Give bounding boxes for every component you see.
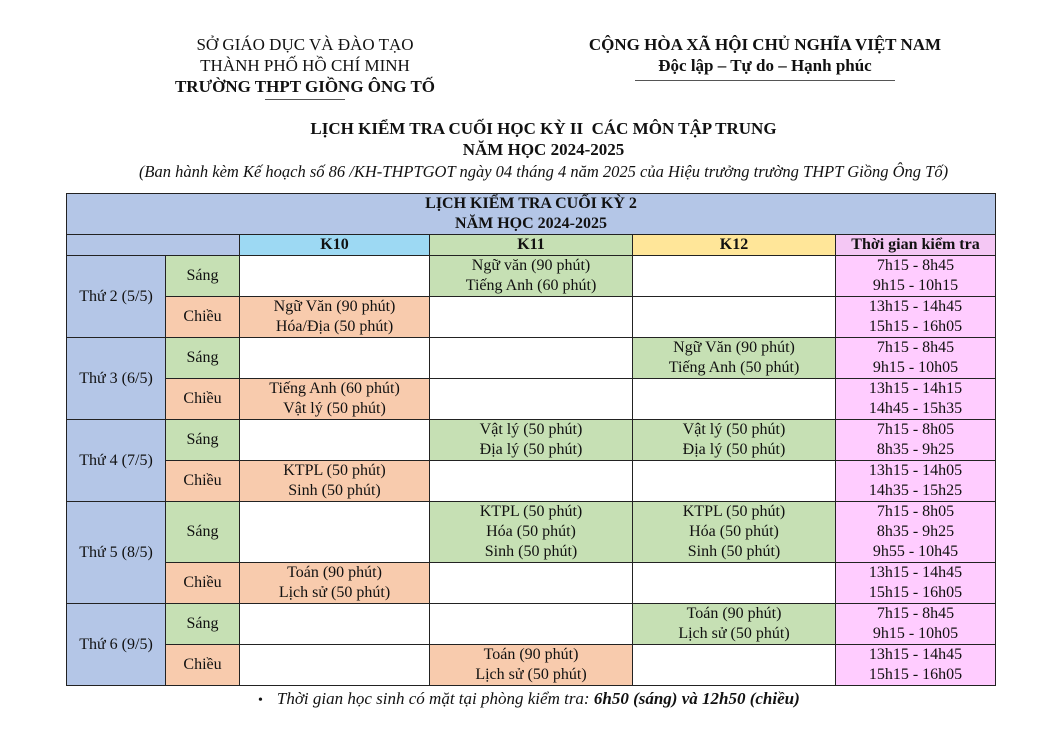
time-slot: 8h35 - 9h25	[876, 441, 955, 458]
subject-cell-k10	[240, 297, 430, 338]
time-slot: 8h35 - 9h25	[876, 523, 955, 540]
subject-entry: Toán (90 phút)	[686, 605, 782, 622]
subject-cell-k10	[240, 338, 430, 379]
document-title	[0, 118, 1062, 183]
time-slot: 13h15 - 14h05	[868, 462, 963, 479]
time-slot: 13h15 - 14h45	[868, 564, 963, 581]
note-bullet: •	[258, 693, 263, 708]
subject-cell-k10	[240, 420, 430, 461]
time-slot: 9h55 - 10h45	[872, 543, 959, 560]
subject-entry: Toán (90 phút)	[287, 564, 382, 581]
subject-cell-k12	[633, 604, 836, 645]
subject-cell-k12	[633, 379, 836, 420]
session-cell: Sáng	[166, 256, 240, 297]
subject-cell-k11	[430, 604, 633, 645]
subject-cell-k11	[430, 645, 633, 686]
time-slot: 9h15 - 10h05	[872, 625, 959, 642]
subject-entry: Lịch sử (50 phút)	[278, 584, 391, 601]
exam-schedule-table	[66, 193, 996, 686]
time-cell	[836, 338, 996, 379]
subject-cell-k12	[633, 338, 836, 379]
subject-cell-k11	[430, 297, 633, 338]
day-cell: Thứ 4 (7/5)	[67, 420, 166, 502]
time-cell	[836, 420, 996, 461]
subject-cell-k12	[633, 420, 836, 461]
subject-cell-k10	[240, 645, 430, 686]
schedule-row	[67, 379, 996, 420]
time-slot: 13h15 - 14h15	[868, 380, 963, 397]
time-cell	[836, 502, 996, 563]
column-header-time: Thời gian kiểm tra	[836, 235, 996, 256]
title-subtitle: (Ban hành kèm Kế hoạch số 86 /KH-THPTGOT ngày 04 tháng 4 năm 2025 của Hiệu trưởng trường THPT Giồng Ông Tố)	[138, 162, 949, 181]
subject-entry: Ngữ Văn (90 phút)	[273, 298, 396, 315]
time-cell	[836, 645, 996, 686]
time-slot: 15h15 - 16h05	[868, 666, 963, 683]
schedule-row	[67, 604, 996, 645]
time-slot: 15h15 - 16h05	[868, 584, 963, 601]
time-cell	[836, 256, 996, 297]
time-slot: 7h15 - 8h45	[876, 257, 955, 274]
time-slot: 14h35 - 15h25	[868, 482, 963, 499]
subject-entry: KTPL (50 phút)	[479, 503, 583, 520]
time-cell	[836, 379, 996, 420]
header-divider-right	[635, 80, 895, 81]
session-cell: Chiều	[166, 645, 240, 686]
time-slot: 7h15 - 8h05	[876, 421, 955, 438]
national-header	[555, 34, 975, 76]
subject-cell-k11	[430, 563, 633, 604]
subject-cell-k10	[240, 502, 430, 563]
subject-entry: Địa lý (50 phút)	[682, 441, 786, 458]
subject-entry: Toán (90 phút)	[483, 646, 579, 663]
subject-entry: Hóa (50 phút)	[486, 523, 576, 540]
subject-entry: Tiếng Anh (50 phút)	[668, 359, 800, 376]
subject-entry: Tiếng Anh (60 phút)	[269, 380, 400, 397]
title-line-1: LỊCH KIỂM TRA CUỐI HỌC KỲ II CÁC MÔN TẬP TRUNG	[310, 119, 777, 138]
schedule-row	[67, 338, 996, 379]
schedule-row	[67, 645, 996, 686]
subject-cell-k12	[633, 256, 836, 297]
country-name: CỘNG HÒA XÃ HỘI CHỦ NGHĨA VIỆT NAM	[588, 35, 942, 54]
session-cell: Chiều	[166, 461, 240, 502]
session-cell: Chiều	[166, 297, 240, 338]
schedule-row	[67, 461, 996, 502]
department-name: SỞ GIÁO DỤC VÀ ĐÀO TẠO	[196, 35, 414, 54]
subject-cell-k10	[240, 379, 430, 420]
header-divider-left	[265, 99, 345, 100]
subject-entry: Ngữ Văn (90 phút)	[673, 339, 795, 356]
subject-entry: Hóa (50 phút)	[689, 523, 779, 540]
national-motto: Độc lập – Tự do – Hạnh phúc	[658, 56, 872, 75]
schedule-row	[67, 256, 996, 297]
time-slot: 13h15 - 14h45	[868, 646, 963, 663]
subject-cell-k12	[633, 461, 836, 502]
time-slot: 7h15 - 8h45	[876, 605, 955, 622]
school-header	[150, 34, 460, 97]
subject-cell-k12	[633, 645, 836, 686]
day-cell: Thứ 2 (5/5)	[67, 256, 166, 338]
session-cell: Sáng	[166, 338, 240, 379]
title-line-2: NĂM HỌC 2024-2025	[462, 140, 625, 159]
subject-entry: Tiếng Anh (60 phút)	[465, 277, 597, 294]
subject-cell-k10	[240, 256, 430, 297]
city-name: THÀNH PHỐ HỒ CHÍ MINH	[200, 56, 410, 75]
session-cell: Sáng	[166, 420, 240, 461]
day-cell: Thứ 3 (6/5)	[67, 338, 166, 420]
note-text: Thời gian học sinh có mặt tại phòng kiểm tra:	[276, 689, 594, 708]
subject-cell-k11	[430, 256, 633, 297]
time-slot: 15h15 - 16h05	[868, 318, 963, 335]
time-slot: 9h15 - 10h15	[872, 277, 959, 294]
column-header-k12: K12	[633, 235, 836, 256]
subject-cell-k11	[430, 379, 633, 420]
arrival-note	[258, 689, 800, 709]
session-cell: Sáng	[166, 604, 240, 645]
subject-entry: Địa lý (50 phút)	[479, 441, 583, 458]
session-cell: Chiều	[166, 563, 240, 604]
subject-entry: Sinh (50 phút)	[288, 482, 381, 499]
subject-entry: KTPL (50 phút)	[283, 462, 386, 479]
time-cell	[836, 297, 996, 338]
subject-cell-k10	[240, 461, 430, 502]
subject-cell-k12	[633, 297, 836, 338]
session-cell: Sáng	[166, 502, 240, 563]
schedule-row	[67, 420, 996, 461]
time-cell	[836, 563, 996, 604]
subject-cell-k12	[633, 563, 836, 604]
header-blank	[67, 235, 240, 256]
subject-cell-k11	[430, 502, 633, 563]
time-slot: 7h15 - 8h45	[876, 339, 955, 356]
subject-entry: Vật lý (50 phút)	[479, 421, 583, 438]
time-cell	[836, 461, 996, 502]
caption-line-1: LỊCH KIỂM TRA CUỐI KỲ 2	[425, 195, 637, 212]
time-slot: 7h15 - 8h05	[876, 503, 955, 520]
subject-entry: Lịch sử (50 phút)	[475, 666, 587, 683]
subject-entry: Hóa/Địa (50 phút)	[275, 318, 394, 335]
column-header-k10: K10	[240, 235, 430, 256]
subject-entry: Vật lý (50 phút)	[283, 400, 386, 417]
time-slot: 14h45 - 15h35	[868, 400, 963, 417]
time-slot: 9h15 - 10h05	[872, 359, 959, 376]
table-caption	[67, 194, 996, 235]
subject-cell-k11	[430, 338, 633, 379]
subject-entry: Ngữ văn (90 phút)	[471, 257, 591, 274]
subject-cell-k10	[240, 604, 430, 645]
schedule-row	[67, 502, 996, 563]
time-slot: 13h15 - 14h45	[868, 298, 963, 315]
session-cell: Chiều	[166, 379, 240, 420]
day-cell: Thứ 6 (9/5)	[67, 604, 166, 686]
note-emphasis: 6h50 (sáng) và 12h50 (chiều)	[593, 689, 800, 708]
schedule-row	[67, 563, 996, 604]
subject-entry: Vật lý (50 phút)	[682, 421, 786, 438]
subject-entry: Sinh (50 phút)	[687, 543, 781, 560]
caption-line-2: NĂM HỌC 2024-2025	[455, 215, 607, 232]
subject-cell-k12	[633, 502, 836, 563]
subject-entry: KTPL (50 phút)	[682, 503, 786, 520]
time-cell	[836, 604, 996, 645]
column-header-k11: K11	[430, 235, 633, 256]
schedule-row	[67, 297, 996, 338]
subject-entry: Lịch sử (50 phút)	[678, 625, 790, 642]
subject-entry: Sinh (50 phút)	[484, 543, 578, 560]
school-name: TRƯỜNG THPT GIỒNG ÔNG TỐ	[174, 77, 436, 96]
subject-cell-k10	[240, 563, 430, 604]
day-cell: Thứ 5 (8/5)	[67, 502, 166, 604]
subject-cell-k11	[430, 461, 633, 502]
subject-cell-k11	[430, 420, 633, 461]
